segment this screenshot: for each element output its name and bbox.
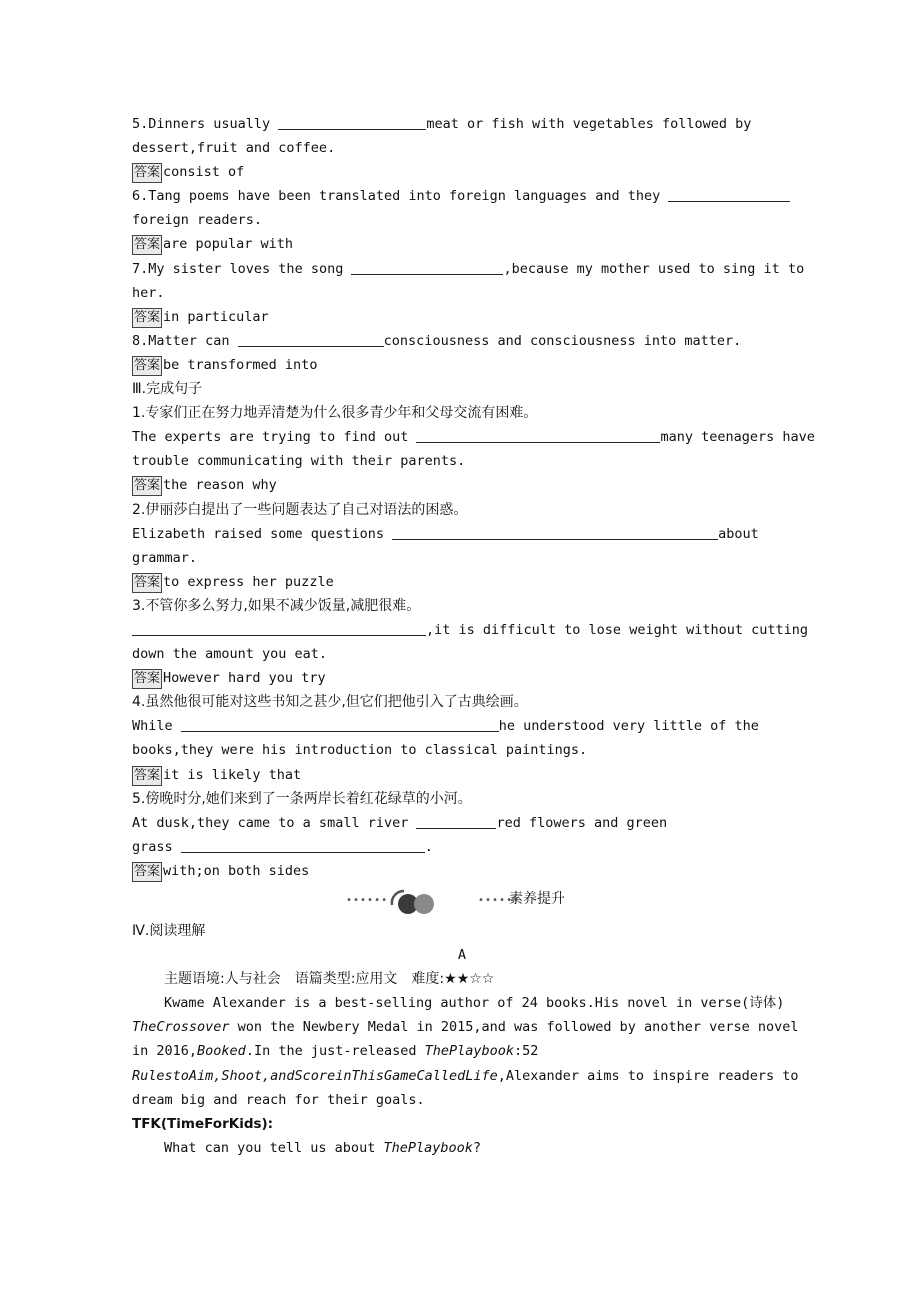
divider-dots-right: •••••• — [478, 895, 521, 906]
question-text: Matter can — [148, 332, 238, 349]
passage-text: won the Newbery Medal in 2015,and was followed by another verse novel — [229, 1019, 799, 1036]
sentence-1-chinese: 1.专家们正在努力地弄清楚为什么很多青少年和父母交流有困难。 — [132, 405, 538, 422]
sentence-1-line-1 — [132, 425, 815, 449]
sentence-text: down the amount you eat. — [132, 646, 328, 663]
section-logo-icon — [388, 885, 438, 915]
answer-blank[interactable] — [416, 427, 660, 443]
answer-line — [132, 666, 792, 690]
passage-text: What can you tell us about — [164, 1139, 384, 1156]
sentence-5-chinese: 5.傍晚时分,她们来到了一条两岸长着红花绿草的小河。 — [132, 790, 472, 807]
sentence-1-line-2 — [132, 449, 792, 473]
sentence-5-line-2 — [132, 835, 792, 859]
question-text: her. — [132, 284, 165, 301]
sentence-text: Elizabeth raised some questions — [132, 525, 393, 542]
book-title: TheCrossover — [132, 1019, 230, 1036]
sentence-3-line-1 — [132, 618, 809, 642]
divider-dots-left: •••••• — [346, 895, 389, 906]
question-7-line-2 — [132, 281, 792, 305]
sentence-text: books,they were his introduction to classical paintings. — [132, 742, 588, 759]
question-6-line-1 — [132, 184, 792, 208]
sentence-3-line-2 — [132, 642, 792, 666]
passage-line-5 — [132, 1088, 792, 1112]
answer-line — [132, 473, 792, 497]
interviewer-label: TFK(TimeForKids): — [132, 1115, 274, 1132]
passage-line-4 — [132, 1064, 799, 1088]
section-3-heading: Ⅲ.完成句子 — [132, 381, 203, 398]
passage-line-1 — [132, 991, 792, 1015]
answer-blank[interactable] — [278, 114, 426, 130]
question-8-line-1 — [132, 329, 792, 353]
passage-letter: A — [457, 947, 467, 964]
answer-tag: 答案 — [132, 308, 162, 328]
sentence-2-line-1 — [132, 522, 792, 546]
answer-line — [132, 232, 792, 256]
sentence-4-line-2 — [132, 738, 792, 762]
sentence-text: he understood very little of the — [498, 718, 759, 735]
answer-blank[interactable] — [181, 837, 425, 853]
answer-tag: 答案 — [132, 163, 162, 183]
answer-tag: 答案 — [132, 356, 162, 376]
answer-tag: 答案 — [132, 669, 162, 689]
sentence-text: many teenagers have — [660, 429, 815, 446]
sentence-text: grammar. — [132, 549, 198, 566]
question-number: 8. — [132, 332, 149, 349]
answer-tag: 答案 — [132, 573, 162, 593]
answer-blank[interactable] — [416, 813, 496, 829]
answer-blank[interactable] — [392, 524, 718, 540]
section-divider — [132, 883, 792, 919]
answer-text: be transformed into — [163, 356, 318, 373]
answer-tag: 答案 — [132, 235, 162, 255]
sentence-text: The experts are trying to find out — [132, 429, 417, 446]
sentence-2-chinese: 2.伊丽莎白提出了一些问题表达了自己对语法的困惑。 — [132, 501, 468, 518]
question-number: 7. — [132, 260, 149, 277]
document-page — [132, 112, 815, 1160]
answer-text: in particular — [163, 308, 269, 325]
book-title: ThePlaybook — [383, 1139, 473, 1156]
passage-meta: 主题语境:人与社会 语篇类型:应用文 难度:★★☆☆ — [164, 971, 495, 988]
answer-line — [132, 305, 792, 329]
sentence-4-chinese: 4.虽然他很可能对这些书知之甚少,但它们把他引入了古典绘画。 — [132, 694, 528, 711]
answer-blank[interactable] — [238, 331, 384, 347]
answer-tag: 答案 — [132, 862, 162, 882]
question-text: My sister loves the song — [148, 260, 352, 277]
sentence-text: At dusk,they came to a small river — [132, 814, 417, 831]
passage-text: ? — [472, 1139, 481, 1156]
answer-blank[interactable] — [351, 259, 503, 275]
question-text: Dinners usually — [148, 116, 279, 132]
sentence-4-line-1 — [132, 714, 792, 738]
question-5-line-2 — [132, 136, 792, 160]
answer-line — [132, 763, 792, 787]
question-text: ,because my mother used to sing it to — [503, 260, 805, 277]
passage-line-2 — [132, 1015, 799, 1039]
passage-text: in 2016, — [132, 1043, 198, 1060]
question-text: dessert,fruit and coffee. — [132, 140, 336, 157]
passage-line-3 — [132, 1039, 792, 1063]
sentence-text: . — [424, 838, 433, 855]
answer-blank[interactable] — [132, 620, 426, 636]
question-number: 5. — [132, 116, 149, 132]
sentence-text: trouble communicating with their parents. — [132, 453, 466, 470]
question-text: meat or fish with vegetables followed by — [426, 116, 752, 132]
book-title: RulestoAim,Shoot,andScoreinThisGameCalledLife — [132, 1067, 498, 1084]
answer-text: are popular with — [163, 236, 294, 253]
sentence-3-chinese: 3.不管你多么努力,如果不减少饭量,减肥很难。 — [132, 597, 421, 614]
answer-line — [132, 859, 792, 883]
answer-text: However hard you try — [163, 670, 326, 687]
question-text: consciousness and consciousness into matter. — [383, 332, 742, 349]
question-text: foreign readers. — [132, 212, 263, 229]
passage-text: dream big and reach for their goals. — [132, 1091, 425, 1108]
answer-text: consist of — [163, 164, 245, 181]
book-title: Booked — [197, 1043, 246, 1060]
question-7-line-1 — [132, 257, 805, 281]
passage-text: .In the just-released — [245, 1043, 425, 1060]
answer-text: to express her puzzle — [163, 573, 334, 590]
sentence-5-line-1 — [132, 811, 792, 835]
passage-text: ,Alexander aims to inspire readers to — [497, 1067, 799, 1084]
book-title: ThePlaybook — [424, 1043, 515, 1060]
answer-text: the reason why — [163, 477, 277, 494]
answer-tag: 答案 — [132, 476, 162, 496]
passage-text: Kwame Alexander is a best-selling author of 24 books.His novel in verse(诗体) — [164, 995, 785, 1012]
answer-tag: 答案 — [132, 766, 162, 786]
answer-blank[interactable] — [181, 716, 499, 732]
sentence-2-line-2 — [132, 546, 792, 570]
answer-text: with;on both sides — [163, 862, 310, 879]
answer-line — [132, 570, 792, 594]
sentence-text: about — [718, 525, 759, 542]
answer-blank[interactable] — [668, 186, 790, 202]
interview-question — [132, 1136, 792, 1160]
question-5-line-1 — [132, 112, 792, 136]
question-6-line-2 — [132, 208, 792, 232]
section-4-heading: Ⅳ.阅读理解 — [132, 923, 206, 939]
sentence-text: ,it is difficult to lose weight without cutting — [426, 621, 809, 638]
divider-label: 素养提升 — [509, 891, 565, 907]
sentence-text: While — [132, 718, 181, 735]
passage-text: :52 — [514, 1043, 539, 1060]
question-text: Tang poems have been translated into foreign languages and they — [148, 188, 669, 205]
answer-line — [132, 160, 792, 184]
question-number: 6. — [132, 188, 149, 205]
sentence-text: red flowers and green — [496, 814, 668, 831]
sentence-text: grass — [132, 838, 181, 855]
answer-line — [132, 353, 792, 377]
answer-text: it is likely that — [163, 766, 302, 783]
